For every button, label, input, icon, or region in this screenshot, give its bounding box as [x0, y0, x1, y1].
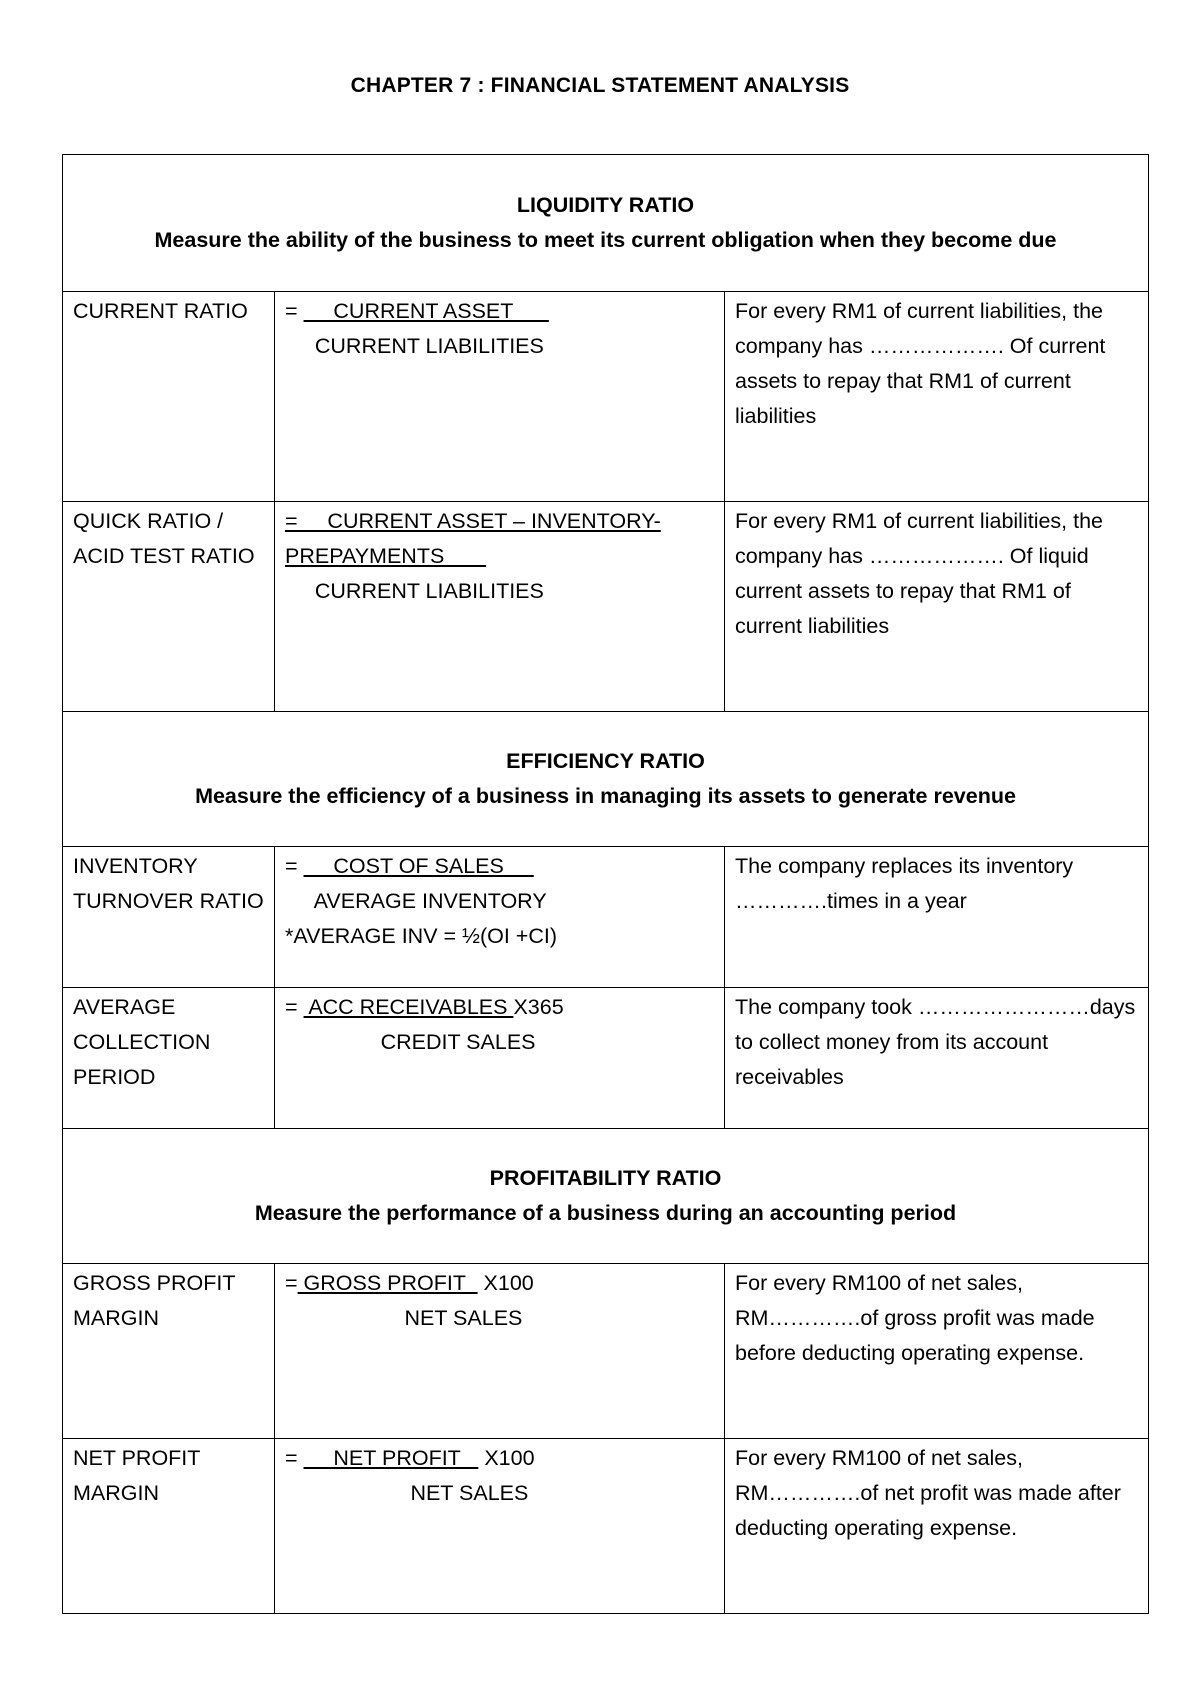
- section-description: Measure the efficiency of a business in managing its assets to generate revenue: [195, 784, 1016, 808]
- ratio-formula: [275, 502, 725, 712]
- section-description: Measure the ability of the business to meet its current obligation when they become due: [154, 228, 1057, 252]
- ratio-interpretation: The company replaces its inventory ………….times in a year: [725, 847, 1149, 988]
- formula-multiplier: X100: [478, 1446, 535, 1470]
- formula-numerator-cont: PREPAYMENTS: [285, 544, 487, 568]
- section-header-profitability: [63, 1129, 1149, 1264]
- section-title: LIQUIDITY RATIO: [516, 193, 695, 217]
- ratio-table: [62, 154, 1149, 1614]
- ratio-formula: [275, 847, 725, 988]
- ratio-interpretation: For every RM1 of current liabilities, the company has ………………. Of current assets to repay that RM1 of current liabilities: [725, 292, 1149, 502]
- section-description: Measure the performance of a business during an accounting period: [254, 1201, 957, 1225]
- table-row-current-ratio: [63, 292, 1149, 502]
- ratio-interpretation: For every RM100 of net sales, RM………….of net profit was made after deducting operating expense.: [725, 1439, 1149, 1614]
- formula-numerator-line: = CURRENT ASSET: [285, 299, 549, 323]
- formula-note: *AVERAGE INV = ½(OI +CI): [285, 924, 558, 948]
- table-row-gross-profit-margin: [63, 1264, 1149, 1439]
- page-title: CHAPTER 7 : FINANCIAL STATEMENT ANALYSIS: [350, 74, 850, 97]
- formula-numerator: = CURRENT ASSET – INVENTORY-: [285, 509, 661, 533]
- formula-denominator: CURRENT LIABILITIES: [285, 579, 544, 603]
- formula-numerator: NET PROFIT: [303, 1446, 479, 1470]
- table-row-average-collection: [63, 988, 1149, 1129]
- formula-denominator: NET SALES: [285, 1481, 529, 1505]
- ratio-name: INVENTORY TURNOVER RATIO: [63, 847, 275, 988]
- formula-numerator: CURRENT ASSET: [303, 299, 549, 323]
- section-header-liquidity: [63, 155, 1149, 292]
- ratio-name: GROSS PROFIT MARGIN: [63, 1264, 275, 1439]
- formula-numerator-line: = NET PROFIT X100: [285, 1446, 535, 1470]
- formula-denominator: AVERAGE INVENTORY: [285, 889, 547, 913]
- ratio-interpretation: For every RM100 of net sales, RM………….of gross profit was made before deducting operating expense.: [725, 1264, 1149, 1439]
- section-title: PROFITABILITY RATIO: [489, 1166, 722, 1190]
- ratio-formula: [275, 1439, 725, 1614]
- ratio-formula: [275, 1264, 725, 1439]
- table-row-quick-ratio: [63, 502, 1149, 712]
- formula-numerator-line: = ACC RECEIVABLES X365: [285, 995, 564, 1019]
- ratio-interpretation: For every RM1 of current liabilities, the company has ………………. Of liquid current assets to repay that RM1 of current liabilities: [725, 502, 1149, 712]
- formula-multiplier: X365: [513, 995, 564, 1019]
- formula-denominator: CREDIT SALES: [285, 1030, 536, 1054]
- section-title: EFFICIENCY RATIO: [506, 749, 705, 773]
- section-cell: [63, 712, 1149, 847]
- formula-numerator-line: = GROSS PROFIT X100: [285, 1271, 534, 1295]
- formula-numerator: GROSS PROFIT: [297, 1271, 478, 1295]
- ratio-name: QUICK RATIO / ACID TEST RATIO: [63, 502, 275, 712]
- ratio-name: AVERAGE COLLECTION PERIOD: [63, 988, 275, 1129]
- table-row-inventory-turnover: [63, 847, 1149, 988]
- formula-numerator: COST OF SALES: [303, 854, 534, 878]
- table-row-net-profit-margin: [63, 1439, 1149, 1614]
- ratio-name: NET PROFIT MARGIN: [63, 1439, 275, 1614]
- ratio-formula: [275, 292, 725, 502]
- formula-numerator-line: = COST OF SALES: [285, 854, 534, 878]
- ratio-formula: [275, 988, 725, 1129]
- section-cell: [63, 1129, 1149, 1264]
- section-header-efficiency: [63, 712, 1149, 847]
- formula-denominator: NET SALES: [285, 1306, 523, 1330]
- formula-multiplier: X100: [477, 1271, 534, 1295]
- ratio-name: CURRENT RATIO: [63, 292, 275, 502]
- ratio-interpretation: The company took ……………………days to collect money from its account receivables: [725, 988, 1149, 1129]
- section-cell: [63, 155, 1149, 292]
- formula-denominator: CURRENT LIABILITIES: [285, 334, 544, 358]
- formula-numerator: ACC RECEIVABLES: [303, 995, 514, 1019]
